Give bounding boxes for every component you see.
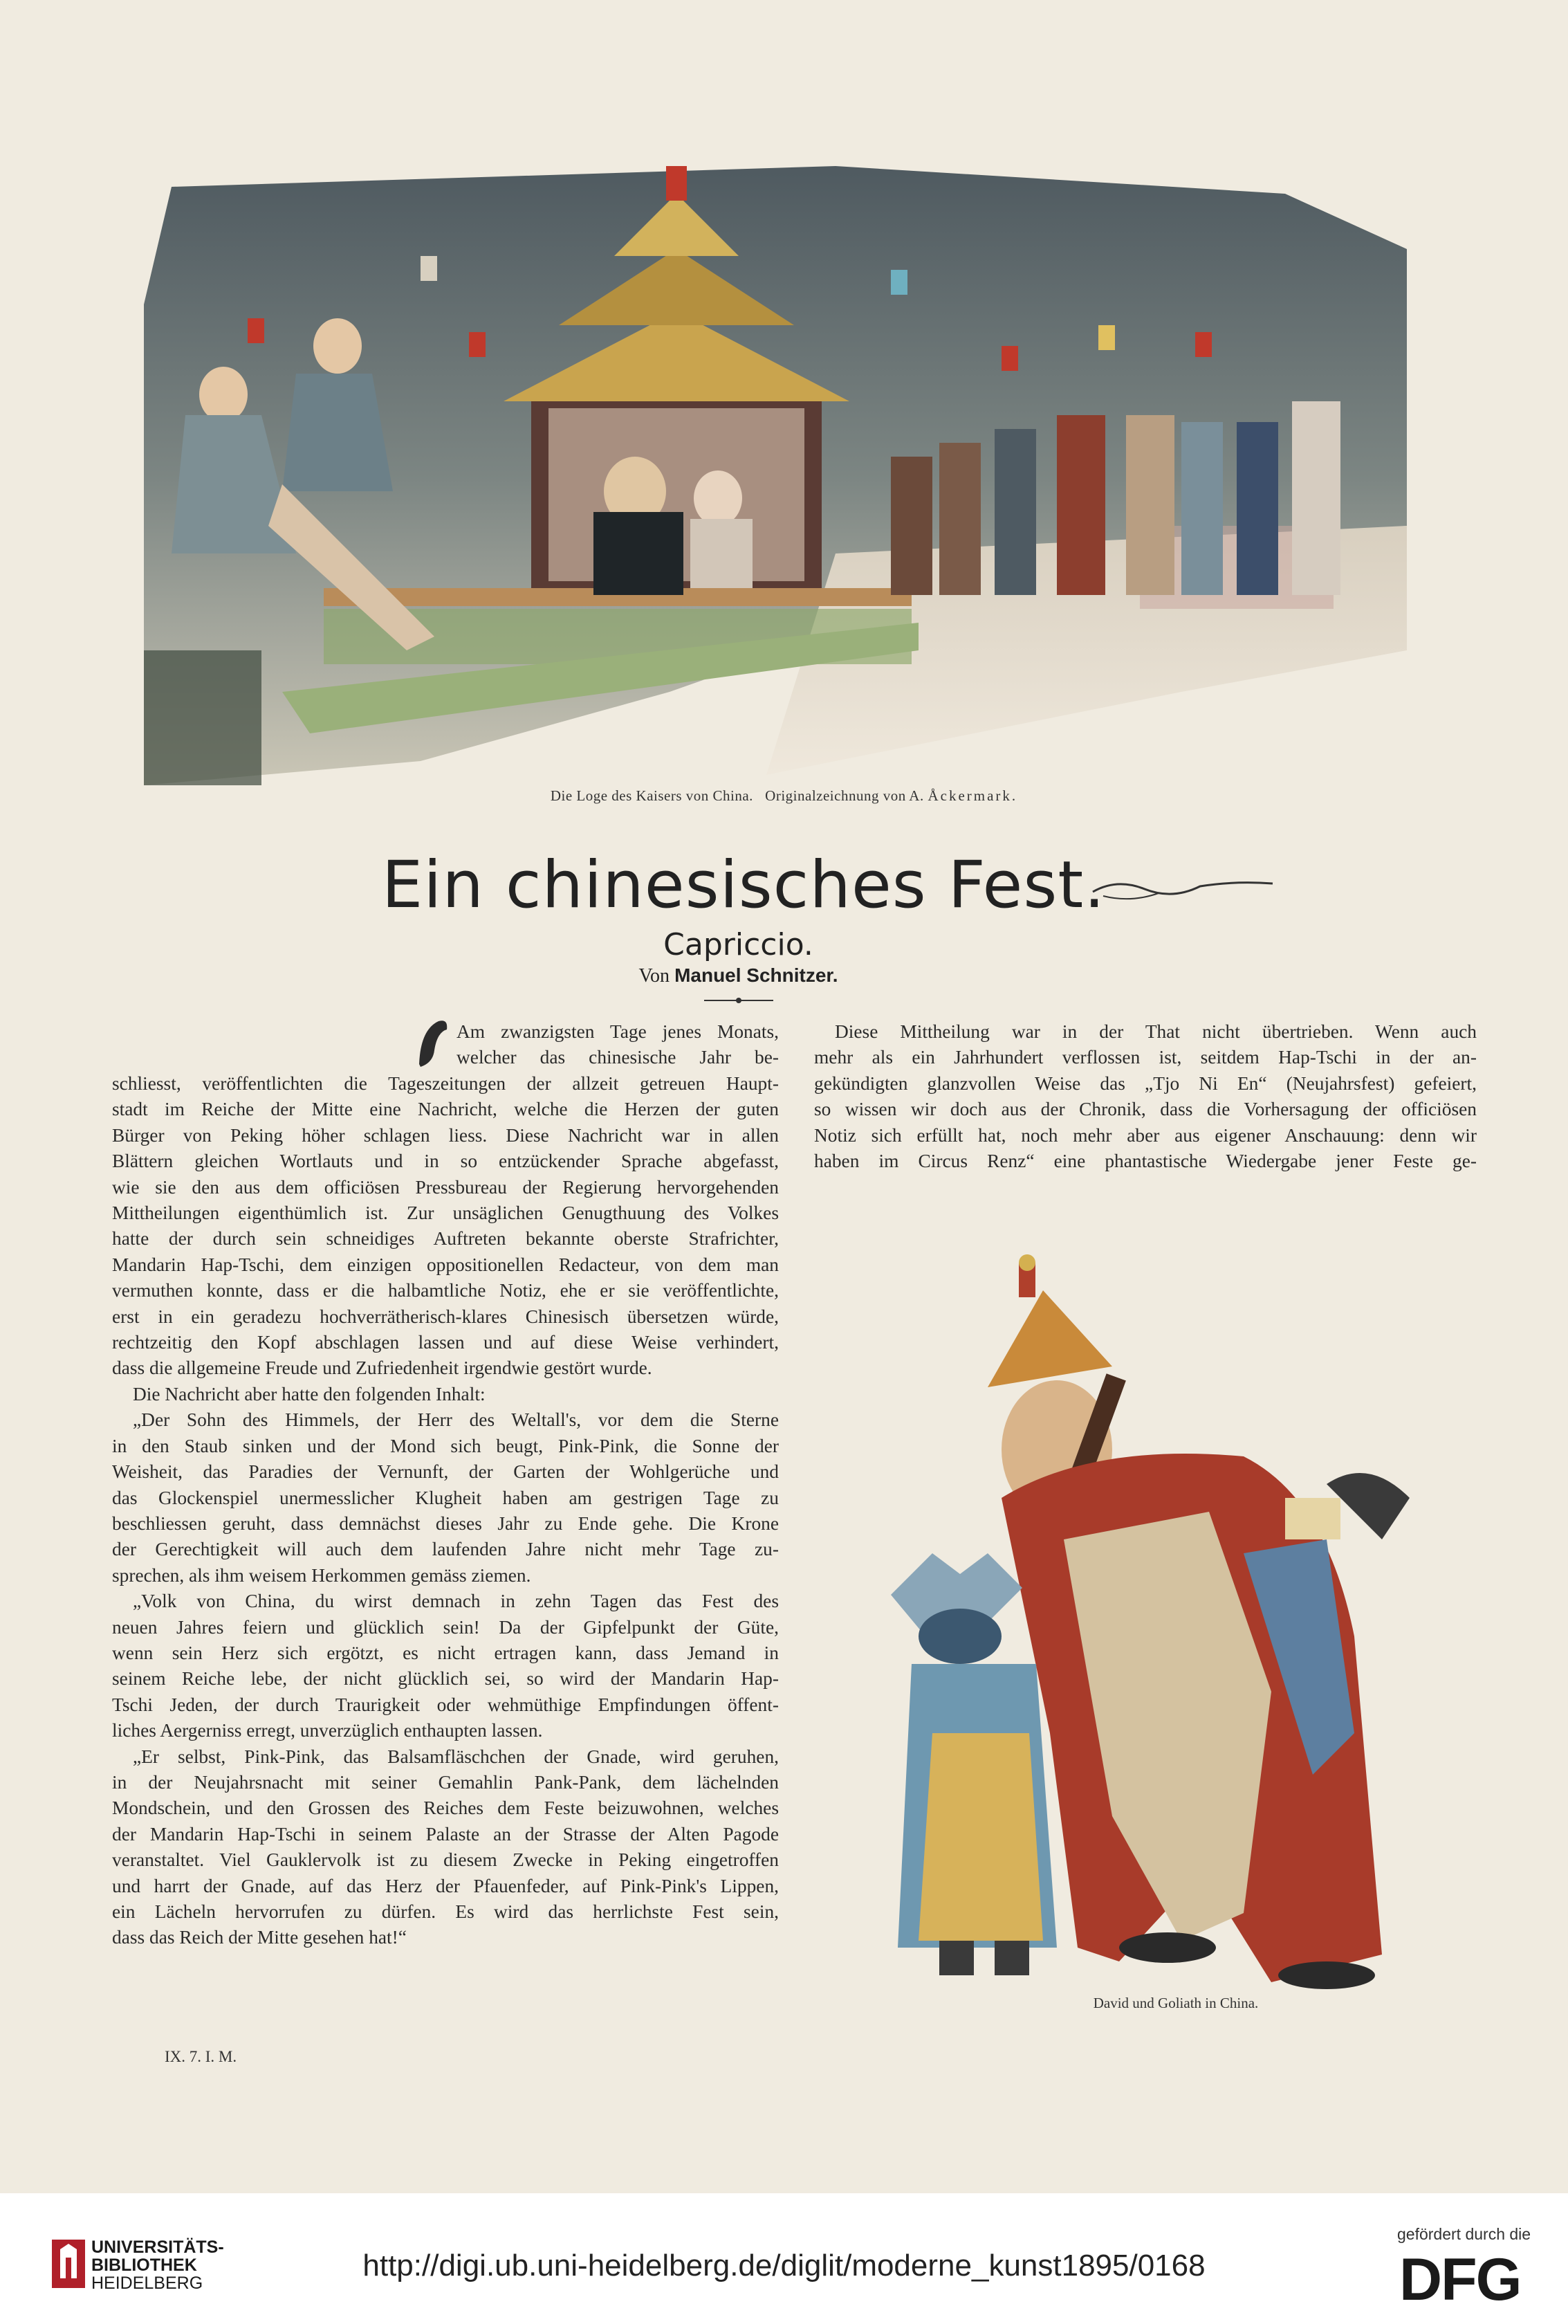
text-line: wie sie den aus dem officiösen Pressbureau der Regierung hervorgehenden xyxy=(112,1176,779,1198)
text-line: so wissen wir doch aus der Chronik, dass die Vorhersagung der officiösen xyxy=(814,1099,1477,1120)
library-line: UNIVERSITÄTS- xyxy=(91,2238,224,2257)
text-line: Bürger von Peking höher schlagen liess. Diese Nachricht war in allen xyxy=(112,1124,779,1146)
text-line: neuen Jahres feiern und glücklich sein! Da der Gipfelpunkt der Güte, xyxy=(112,1616,779,1638)
byline-prefix: Von xyxy=(638,965,670,987)
text-line: und harrt der Gnade, auf das Herz der Pfauenfeder, auf Pink-Pink's Lippen, xyxy=(112,1875,779,1896)
text-line: Die Nachricht aber hatte den folgenden Inhalt: xyxy=(133,1383,486,1405)
text-line: beschliessen geruht, dass demnächst dieses Jahr zu Ende gehe. Die Krone xyxy=(112,1512,779,1534)
caption-artist: Åckermark. xyxy=(928,787,1018,804)
text-line: Blättern gleichen Wortlauts und in so entzückender Sprache abgefasst, xyxy=(112,1151,779,1172)
text-line: seinem Reiche lebe, der nicht glücklich sei, so wird der Mandarin Hap- xyxy=(112,1668,779,1690)
title-flourish-icon xyxy=(1089,868,1276,910)
source-url-link[interactable]: http://digi.ub.uni-heidelberg.de/diglit/moderne_kunst1895/0168 xyxy=(362,2249,1206,2282)
library-line: BIBLIOTHEK xyxy=(91,2256,197,2275)
library-line: HEIDELBERG xyxy=(91,2273,203,2293)
opening-line: welcher das chinesische Jahr be- xyxy=(456,1047,779,1068)
article-title: Ein chinesisches Fest. xyxy=(381,848,1106,923)
text-line: ein Lächeln hervorrufen zu dürfen. Es wird das herrlichste Fest sein, xyxy=(112,1901,779,1922)
article-subtitle: Capriccio. xyxy=(663,927,813,962)
text-line: gekündigten glanzvollen Weise das „Tjo Ni En“ (Neujahrsfest) gefeiert, xyxy=(814,1072,1477,1094)
emperor-loge-illustration xyxy=(144,166,1407,785)
left-text-column xyxy=(112,1071,779,1951)
text-line: Mondschein, und den Grossen des Reiches dem Feste beizuwohnen, welches xyxy=(112,1797,779,1819)
text-line: rechtzeitig den Kopf abschlagen lassen und auf diese Weise verhindert, xyxy=(112,1332,779,1353)
text-line: sprechen, als ihm weisem Herkommen gemäss ziemen. xyxy=(112,1564,531,1586)
top-illustration-caption xyxy=(0,787,1568,805)
text-line: Notiz sich erfüllt hat, noch mehr aber aus eigener Anschauung: denn wir xyxy=(814,1124,1477,1146)
text-line: „Volk von China, du wirst demnach in zehn Tagen das Fest des xyxy=(133,1591,779,1612)
text-line: dass das Reich der Mitte gesehen hat!“ xyxy=(112,1927,407,1948)
text-line: der Mandarin Hap-Tschi in seinem Palaste an der Strasse der Alten Pagode xyxy=(112,1823,779,1845)
text-line: „Der Sohn des Himmels, der Herr des Weltall's, vor dem die Sterne xyxy=(133,1409,779,1431)
opening-line: Am zwanzigsten Tage jenes Monats, xyxy=(456,1021,779,1042)
text-line: Tschi Jeden, der durch Traurigkeit oder wehmüthige Empfindungen öffent- xyxy=(112,1694,779,1715)
dfg-logo-icon: DFG xyxy=(1399,2247,1521,2313)
dropcap-ornament-icon xyxy=(414,1016,452,1071)
text-line: mehr als ein Jahrhundert verflossen ist, seitdem Hap-Tschi in der an- xyxy=(814,1047,1477,1068)
text-line: vermuthen konnte, dass er die halbamtliche Notiz, ehe er sie veröffentlichte, xyxy=(112,1280,779,1301)
text-line: Mittheilungen eigenthümlich ist. Zur unsäglichen Genugthuung des Volkes xyxy=(112,1202,779,1224)
text-line: Weisheit, das Paradies der Vernunft, der Garten der Wohlgerüche und xyxy=(112,1461,779,1483)
text-line: schliesst, veröffentlichten die Tageszeitungen der allzeit getreuen Haupt- xyxy=(112,1073,779,1094)
text-line: liches Aergerniss erregt, unverzüglich enthaupten lassen. xyxy=(112,1720,543,1741)
text-line: Diese Mittheilung war in der That nicht übertrieben. Wenn auch xyxy=(835,1021,1477,1042)
text-line: erst in ein geradezu hochverrätherisch-klares Chinesisch übersetzen würde, xyxy=(112,1306,779,1327)
article-opening-lines xyxy=(456,1019,779,1071)
text-line: Mandarin Hap-Tschi, dem einzigen oppositionellen Redacteur, von dem man xyxy=(112,1254,779,1275)
text-line: das Glockenspiel unermesslicher Klugheit haben am gestrigen Tage zu xyxy=(112,1487,779,1508)
text-line: veranstaltet. Viel Gauklervolk ist zu diesem Zwecke in Peking eingetroffen xyxy=(112,1849,779,1871)
byline xyxy=(0,964,1477,987)
text-line: „Er selbst, Pink-Pink, das Balsamfläschchen der Gnade, wird geruhen, xyxy=(133,1746,779,1767)
text-line: wenn sein Herz sich ergötzt, es nicht ertragen kann, dass Jemand in xyxy=(112,1642,779,1663)
divider-ornament-icon xyxy=(704,996,773,1005)
text-line: stadt im Reiche der Mitte eine Nachricht, welche die Herzen der guten xyxy=(112,1099,779,1120)
caption-credit: Originalzeichnung von A. xyxy=(765,787,924,804)
text-line: haben im Circus Renz“ eine phantastische Wiedergabe jener Feste ge- xyxy=(814,1151,1477,1172)
page-signature: IX. 7. I. M. xyxy=(165,2048,237,2065)
text-line: der Gerechtigkeit will auch dem laufenden Jahre nicht mehr Tage zu- xyxy=(112,1539,779,1560)
funding-note: gefördert durch die xyxy=(1397,2225,1531,2243)
right-illustration-caption: David und Goliath in China. xyxy=(1093,1995,1259,2011)
author-name: Manuel Schnitzer. xyxy=(674,964,838,986)
text-line: dass die allgemeine Freude und Zufriedenheit irgendwie gestört wurde. xyxy=(112,1357,652,1379)
text-line: in der Neujahrsnacht mit seiner Gemahlin Pank-Pank, dem lächelnden xyxy=(112,1771,779,1793)
text-line: in den Staub sinken und der Mond sich beugt, Pink-Pink, die Sonne der xyxy=(112,1435,779,1456)
text-line: hatte der durch sein schneidiges Auftreten bekannte oberste Strafrichter, xyxy=(112,1228,779,1250)
david-goliath-illustration xyxy=(884,1249,1465,2003)
caption-title: Die Loge des Kaisers von China. xyxy=(550,787,753,804)
right-text-column xyxy=(814,1019,1477,1174)
